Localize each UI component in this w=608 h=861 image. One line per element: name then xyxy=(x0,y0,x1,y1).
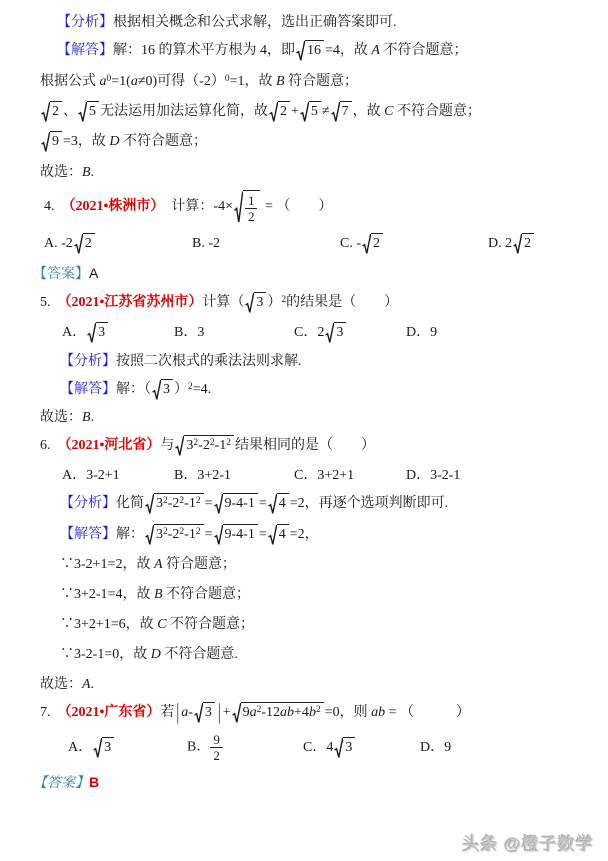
q3-solution: 【解答】解：16 的算术平方根为 4，即 16 =4，故 A 不符合题意； xyxy=(33,40,594,62)
radical-sign-icon xyxy=(300,101,309,123)
radicand: $3^2-2^2-1^2$ xyxy=(154,493,204,515)
sqrt-radical xyxy=(362,233,383,255)
q3-choice: 故选：B. xyxy=(40,164,95,180)
radicand: $9a^2-12ab+4b^2$ xyxy=(241,702,324,724)
math-variable: A xyxy=(153,557,163,573)
q3-step-d: 9 =3，故 D 不符合题意； xyxy=(33,131,594,153)
question-source-tag: （2021•广东省） xyxy=(64,705,161,721)
superscript: 0 xyxy=(106,73,112,84)
radicand: 3 xyxy=(102,737,114,759)
option-cell: C. - 2 xyxy=(340,233,488,255)
option-cell: B. -2 xyxy=(192,236,220,252)
superscript: 2 xyxy=(281,295,287,306)
superscript: 2 xyxy=(163,526,168,537)
sqrt-radical xyxy=(152,379,173,401)
answer-label: 【答案】 xyxy=(33,776,89,792)
radicand: 3 xyxy=(343,737,355,759)
superscript: 2 xyxy=(195,526,201,537)
radicand: 9-4-1 xyxy=(223,524,258,546)
sqrt-radical xyxy=(234,190,261,224)
radical-sign-icon xyxy=(74,233,83,255)
sqrt-radical xyxy=(87,322,108,344)
radicand: 9 xyxy=(50,131,62,153)
radical-sign-icon xyxy=(175,435,184,457)
absolute-value-bar: | xyxy=(217,701,221,726)
radicand: 4 xyxy=(277,524,289,546)
option-cell: C．2 3 xyxy=(294,322,406,344)
sqrt-radical xyxy=(325,322,346,344)
fraction xyxy=(245,193,258,224)
math-variable: A xyxy=(371,43,380,59)
sqrt-radical xyxy=(78,101,99,123)
radical-sign-icon xyxy=(145,493,154,515)
math-variable: B xyxy=(275,73,285,89)
q3-analysis: 【分析】根据相关概念和公式求解，选出正确答案即可. xyxy=(57,15,397,30)
sqrt-radical xyxy=(145,524,204,546)
q3-step-b: 根据公式 $a^0=1(a\ne 0)$可得$(-2)^0=1$，故 B 符合题意； xyxy=(40,73,359,89)
radicand: $3^2-2^2-1^2$ xyxy=(154,524,204,546)
radicand: 3 xyxy=(96,322,108,344)
sqrt-radical xyxy=(331,101,352,123)
radicand: $3^2-2^2-1^2$ xyxy=(184,435,234,457)
math-variable: a xyxy=(249,705,257,721)
radicand: 7 xyxy=(340,101,352,123)
radical-sign-icon xyxy=(268,524,277,546)
math-variable: A xyxy=(82,677,91,693)
radical-sign-icon xyxy=(87,322,96,344)
math-variable: ab xyxy=(280,705,295,721)
math-variable: C xyxy=(384,103,394,119)
math-variable: D xyxy=(150,647,161,663)
q4-options xyxy=(33,233,594,255)
option-cell: B．3 xyxy=(174,325,205,341)
question-source-tag: （2021•株洲市） xyxy=(68,199,158,214)
q6-check-c: ∵3+2+1=6，故 C 不符合题意； xyxy=(60,617,255,633)
radicand: 5 xyxy=(309,101,321,123)
section-label: 【分析】 xyxy=(57,15,113,30)
radicand: 2 xyxy=(522,233,534,255)
radicand: 16 xyxy=(305,40,324,62)
absolute-value-bar: | xyxy=(176,701,180,726)
question-source-tag: （2021•河北省） xyxy=(64,438,161,454)
sqrt-radical xyxy=(93,737,114,759)
option-cell: B． $\frac{9}{2}$ xyxy=(187,732,303,763)
q5-header: 5. （2021•江苏省苏州市）计算（ 3 ）$^2$的结果是（ ） xyxy=(33,292,594,314)
option-cell: A. -2 2 xyxy=(44,233,192,255)
superscript: 0 xyxy=(224,73,230,84)
q5-solution: 【解答】解：（ 3 ）$^2$=4. xyxy=(33,379,594,401)
radical-sign-icon xyxy=(232,702,241,724)
radicand: 3 xyxy=(334,322,346,344)
sqrt-radical xyxy=(175,435,234,457)
sqrt-radical xyxy=(214,524,258,546)
fraction-denominator: 2 xyxy=(247,208,255,224)
radicand: 2 xyxy=(83,233,95,255)
radical-sign-icon xyxy=(214,493,223,515)
question-source-tag: （2021•江苏省苏州市） xyxy=(64,295,203,311)
sqrt-radical xyxy=(74,233,95,255)
q5-choice: 故选：B. xyxy=(40,410,95,426)
radical-sign-icon xyxy=(41,131,50,153)
radical-sign-icon xyxy=(93,737,102,759)
sqrt-radical xyxy=(296,40,324,62)
radical-sign-icon xyxy=(194,702,203,724)
radical-sign-icon xyxy=(268,493,277,515)
radicand: 3 xyxy=(161,379,173,401)
q4-header: 4. （2021•株洲市） 计算：-4× $\frac{1}{2}$ = （ ） xyxy=(33,190,594,224)
superscript: 2 xyxy=(256,705,262,716)
q6-solution: 【解答】解： $3^2-2^2-1^2$ = 9-4-1 = 4 =2， xyxy=(33,524,594,546)
option-cell: B．3+2-1 xyxy=(174,468,231,484)
fraction-numerator: 9 xyxy=(210,732,223,748)
math-variable: a xyxy=(181,705,189,721)
q6-check-a: ∵3-2+1=2，故 A 符合题意； xyxy=(60,557,237,573)
q6-analysis: 【分析】化简 $3^2-2^2-1^2$ = 9-4-1 = 4 =2，再逐个选项判断即可. xyxy=(33,493,594,515)
q6-check-b: ∵3+2-1=4，故 B 不符合题意； xyxy=(60,587,251,603)
q6-choice: 故选：A. xyxy=(40,677,95,693)
fraction-denominator: 2 xyxy=(213,748,220,764)
option-cell: D．9 xyxy=(420,740,452,756)
fraction xyxy=(210,732,223,763)
radical-sign-icon xyxy=(78,101,87,123)
option-cell: A． 3 xyxy=(68,737,187,759)
math-variable: b xyxy=(308,705,316,721)
sqrt-radical xyxy=(145,493,204,515)
superscript: 2 xyxy=(195,496,201,507)
radical-sign-icon xyxy=(145,524,154,546)
radicand xyxy=(243,190,261,224)
q7-answer xyxy=(33,772,594,794)
option-cell: D. 2 2 xyxy=(488,233,535,255)
option-cell: C．4 3 xyxy=(303,737,420,759)
option-cell: D．3-2-1 xyxy=(406,468,461,484)
section-label: 【分析】 xyxy=(60,496,116,512)
option-cell: D．9 xyxy=(406,325,438,341)
radicand: 9-4-1 xyxy=(223,493,258,515)
q7-header: 7. （2021•广东省）若 | a- 3 | + $9a^2-12ab+4b^2$ =0，则 ab = （ ） xyxy=(33,702,594,724)
sqrt-radical xyxy=(232,702,324,724)
q4-answer xyxy=(33,263,594,285)
math-variable: ab xyxy=(371,705,386,721)
sqrt-radical xyxy=(300,101,321,123)
sqrt-radical xyxy=(245,292,266,314)
radicand: 2 xyxy=(278,101,290,123)
sqrt-radical xyxy=(513,233,534,255)
superscript: 2 xyxy=(209,438,215,449)
radical-sign-icon xyxy=(331,101,340,123)
radicand: 4 xyxy=(277,493,289,515)
math-variable: a xyxy=(99,73,107,89)
q6-check-d: ∵3-2-1=0，故 D 不符合题意. xyxy=(60,647,238,663)
sqrt-radical xyxy=(41,131,62,153)
sqrt-radical xyxy=(194,702,215,724)
radicand: 3 xyxy=(254,292,266,314)
section-label: 【解答】 xyxy=(57,43,113,59)
fraction-numerator: 1 xyxy=(245,193,258,209)
answer-letter: B xyxy=(89,774,100,791)
radical-sign-icon xyxy=(41,101,50,123)
radical-sign-icon xyxy=(214,524,223,546)
option-cell: A．3-2+1 xyxy=(62,468,120,484)
answer-letter: A xyxy=(89,265,99,282)
radical-sign-icon xyxy=(325,322,334,344)
math-variable: a xyxy=(130,73,138,89)
radical-sign-icon xyxy=(269,101,278,123)
superscript: 2 xyxy=(163,496,168,507)
math-variable: C xyxy=(157,617,167,633)
q5-options xyxy=(33,322,594,344)
section-label: 【分析】 xyxy=(60,353,116,369)
q3-step-c: 2 、 5 无法运用加法运算化简，故 2 + 5 ≠ 7 ，故 C 不符合题意； xyxy=(33,101,594,123)
radical-sign-icon xyxy=(245,292,254,314)
radicand: 2 xyxy=(371,233,383,255)
q5-analysis: 【分析】按照二次根式的乘法法则求解. xyxy=(60,353,302,369)
math-variable: B xyxy=(153,587,163,603)
radical-sign-icon xyxy=(234,190,243,224)
radical-sign-icon xyxy=(513,233,522,255)
superscript: 2 xyxy=(188,381,193,392)
superscript: 2 xyxy=(179,496,185,507)
option-cell: C．3+2+1 xyxy=(294,468,355,484)
superscript: 2 xyxy=(315,705,321,716)
superscript: 2 xyxy=(226,438,231,449)
radicand: 2 xyxy=(50,101,62,123)
q7-options xyxy=(33,732,594,763)
radical-sign-icon xyxy=(296,40,305,62)
sqrt-radical xyxy=(268,524,289,546)
radical-sign-icon xyxy=(362,233,371,255)
radical-sign-icon xyxy=(152,379,161,401)
superscript: 2 xyxy=(193,438,199,449)
sqrt-radical xyxy=(269,101,290,123)
math-variable: D xyxy=(109,134,120,150)
radicand: 3 xyxy=(203,702,215,724)
radicand: 5 xyxy=(87,101,99,123)
section-label: 【解答】 xyxy=(60,526,116,542)
sqrt-radical xyxy=(41,101,62,123)
math-variable: B xyxy=(82,164,91,180)
sqrt-radical xyxy=(214,493,258,515)
math-variable: B xyxy=(82,410,91,426)
superscript: 2 xyxy=(179,526,185,537)
option-cell: A． 3 xyxy=(62,322,174,344)
radical-sign-icon xyxy=(334,737,343,759)
sqrt-radical xyxy=(268,493,289,515)
sqrt-radical xyxy=(334,737,355,759)
q6-header: 6. （2021•河北省）与 $3^2-2^2-1^2$ 结果相同的是（ ） xyxy=(33,435,594,457)
document-lines xyxy=(33,12,594,794)
section-label: 【解答】 xyxy=(60,381,116,397)
watermark: 头条 @橙子数学 xyxy=(462,835,594,854)
q6-options xyxy=(33,465,594,486)
answer-label: 【答案】 xyxy=(33,267,89,283)
